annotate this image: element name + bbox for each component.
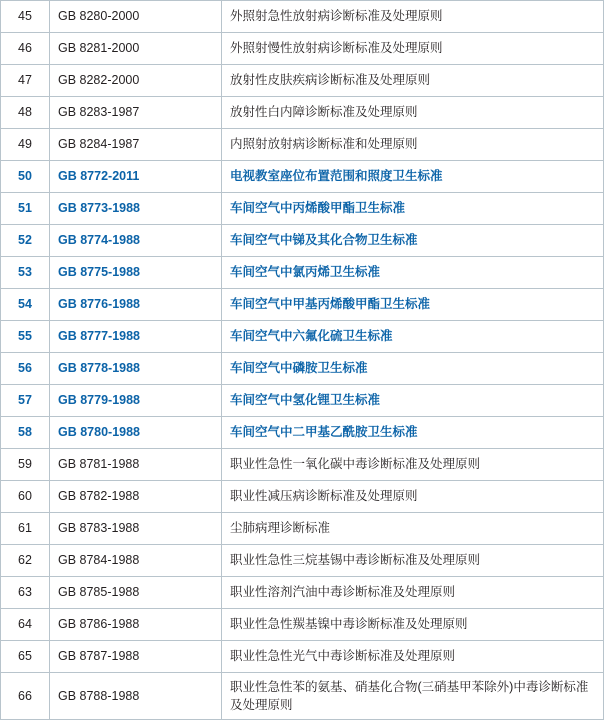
- row-index-cell: 57: [1, 385, 50, 417]
- standard-code-cell: GB 8773-1988: [50, 193, 222, 225]
- table-row: [1, 417, 604, 449]
- table-row: [1, 33, 604, 65]
- standard-code-cell: GB 8776-1988: [50, 289, 222, 321]
- standard-code-cell: GB 8781-1988: [50, 449, 222, 481]
- row-index-cell: 63: [1, 577, 50, 609]
- standard-title-cell: 车间空气中锑及其化合物卫生标准: [222, 225, 604, 257]
- standard-code-cell: GB 8775-1988: [50, 257, 222, 289]
- standard-code-cell: GB 8785-1988: [50, 577, 222, 609]
- standard-title-cell: 外照射慢性放射病诊断标准及处理原则: [222, 33, 604, 65]
- standard-code-cell: GB 8282-2000: [50, 65, 222, 97]
- row-index-cell: 65: [1, 641, 50, 673]
- row-index-cell: 54: [1, 289, 50, 321]
- row-index-cell: 62: [1, 545, 50, 577]
- row-index-cell: 55: [1, 321, 50, 353]
- standard-code-cell: GB 8778-1988: [50, 353, 222, 385]
- row-index-cell: 52: [1, 225, 50, 257]
- table-row: [1, 353, 604, 385]
- standard-title-cell: 职业性急性光气中毒诊断标准及处理原则: [222, 641, 604, 673]
- standard-title-cell: 车间空气中氢化锂卫生标准: [222, 385, 604, 417]
- standard-code-cell: GB 8787-1988: [50, 641, 222, 673]
- standard-title-cell: 车间空气中氯丙烯卫生标准: [222, 257, 604, 289]
- row-index-cell: 56: [1, 353, 50, 385]
- row-index-cell: 60: [1, 481, 50, 513]
- table-row: [1, 97, 604, 129]
- standard-title-cell: 职业性急性苯的氨基、硝基化合物(三硝基甲苯除外)中毒诊断标准及处理原则: [222, 673, 604, 720]
- row-index-cell: 66: [1, 673, 50, 720]
- standard-title-cell: 外照射急性放射病诊断标准及处理原则: [222, 1, 604, 33]
- standard-title-cell: 放射性皮肤疾病诊断标准及处理原则: [222, 65, 604, 97]
- standard-title-cell: 职业性急性羰基镍中毒诊断标准及处理原则: [222, 609, 604, 641]
- standard-code-cell: GB 8281-2000: [50, 33, 222, 65]
- row-index-cell: 59: [1, 449, 50, 481]
- table-row: [1, 545, 604, 577]
- standard-code-cell: GB 8280-2000: [50, 1, 222, 33]
- standard-title-cell: 职业性急性一氧化碳中毒诊断标准及处理原则: [222, 449, 604, 481]
- row-index-cell: 46: [1, 33, 50, 65]
- standard-code-cell: GB 8284-1987: [50, 129, 222, 161]
- row-index-cell: 48: [1, 97, 50, 129]
- row-index-cell: 45: [1, 1, 50, 33]
- table-row: [1, 193, 604, 225]
- row-index-cell: 53: [1, 257, 50, 289]
- standard-title-cell: 尘肺病理诊断标准: [222, 513, 604, 545]
- standard-title-cell: 车间空气中甲基丙烯酸甲酯卫生标准: [222, 289, 604, 321]
- table-row: [1, 321, 604, 353]
- table-row: [1, 449, 604, 481]
- table-row: [1, 641, 604, 673]
- standard-code-cell: GB 8788-1988: [50, 673, 222, 720]
- table-row: [1, 481, 604, 513]
- table-row: [1, 65, 604, 97]
- standards-table-body: [1, 1, 604, 720]
- table-row: [1, 129, 604, 161]
- table-row: [1, 673, 604, 720]
- row-index-cell: 64: [1, 609, 50, 641]
- standard-title-cell: 车间空气中丙烯酸甲酯卫生标准: [222, 193, 604, 225]
- row-index-cell: 47: [1, 65, 50, 97]
- table-row: [1, 225, 604, 257]
- standard-code-cell: GB 8784-1988: [50, 545, 222, 577]
- standard-title-cell: 职业性急性三烷基锡中毒诊断标准及处理原则: [222, 545, 604, 577]
- table-row: [1, 161, 604, 193]
- standard-title-cell: 职业性减压病诊断标准及处理原则: [222, 481, 604, 513]
- standard-title-cell: 放射性白内障诊断标准及处理原则: [222, 97, 604, 129]
- standard-title-cell: 车间空气中磷胺卫生标准: [222, 353, 604, 385]
- row-index-cell: 49: [1, 129, 50, 161]
- row-index-cell: 61: [1, 513, 50, 545]
- table-row: [1, 513, 604, 545]
- row-index-cell: 58: [1, 417, 50, 449]
- table-row: [1, 257, 604, 289]
- standard-code-cell: GB 8780-1988: [50, 417, 222, 449]
- table-row: [1, 577, 604, 609]
- standard-code-cell: GB 8779-1988: [50, 385, 222, 417]
- standard-title-cell: 内照射放射病诊断标准和处理原则: [222, 129, 604, 161]
- standard-title-cell: 电视教室座位布置范围和照度卫生标准: [222, 161, 604, 193]
- table-row: [1, 1, 604, 33]
- table-row: [1, 289, 604, 321]
- standard-code-cell: GB 8774-1988: [50, 225, 222, 257]
- standard-code-cell: GB 8782-1988: [50, 481, 222, 513]
- standard-code-cell: GB 8772-2011: [50, 161, 222, 193]
- standard-code-cell: GB 8786-1988: [50, 609, 222, 641]
- standard-code-cell: GB 8777-1988: [50, 321, 222, 353]
- standard-title-cell: 职业性溶剂汽油中毒诊断标准及处理原则: [222, 577, 604, 609]
- table-row: [1, 385, 604, 417]
- row-index-cell: 50: [1, 161, 50, 193]
- row-index-cell: 51: [1, 193, 50, 225]
- standard-title-cell: 车间空气中二甲基乙酰胺卫生标准: [222, 417, 604, 449]
- table-row: [1, 609, 604, 641]
- standard-code-cell: GB 8283-1987: [50, 97, 222, 129]
- standard-title-cell: 车间空气中六氟化硫卫生标准: [222, 321, 604, 353]
- standard-code-cell: GB 8783-1988: [50, 513, 222, 545]
